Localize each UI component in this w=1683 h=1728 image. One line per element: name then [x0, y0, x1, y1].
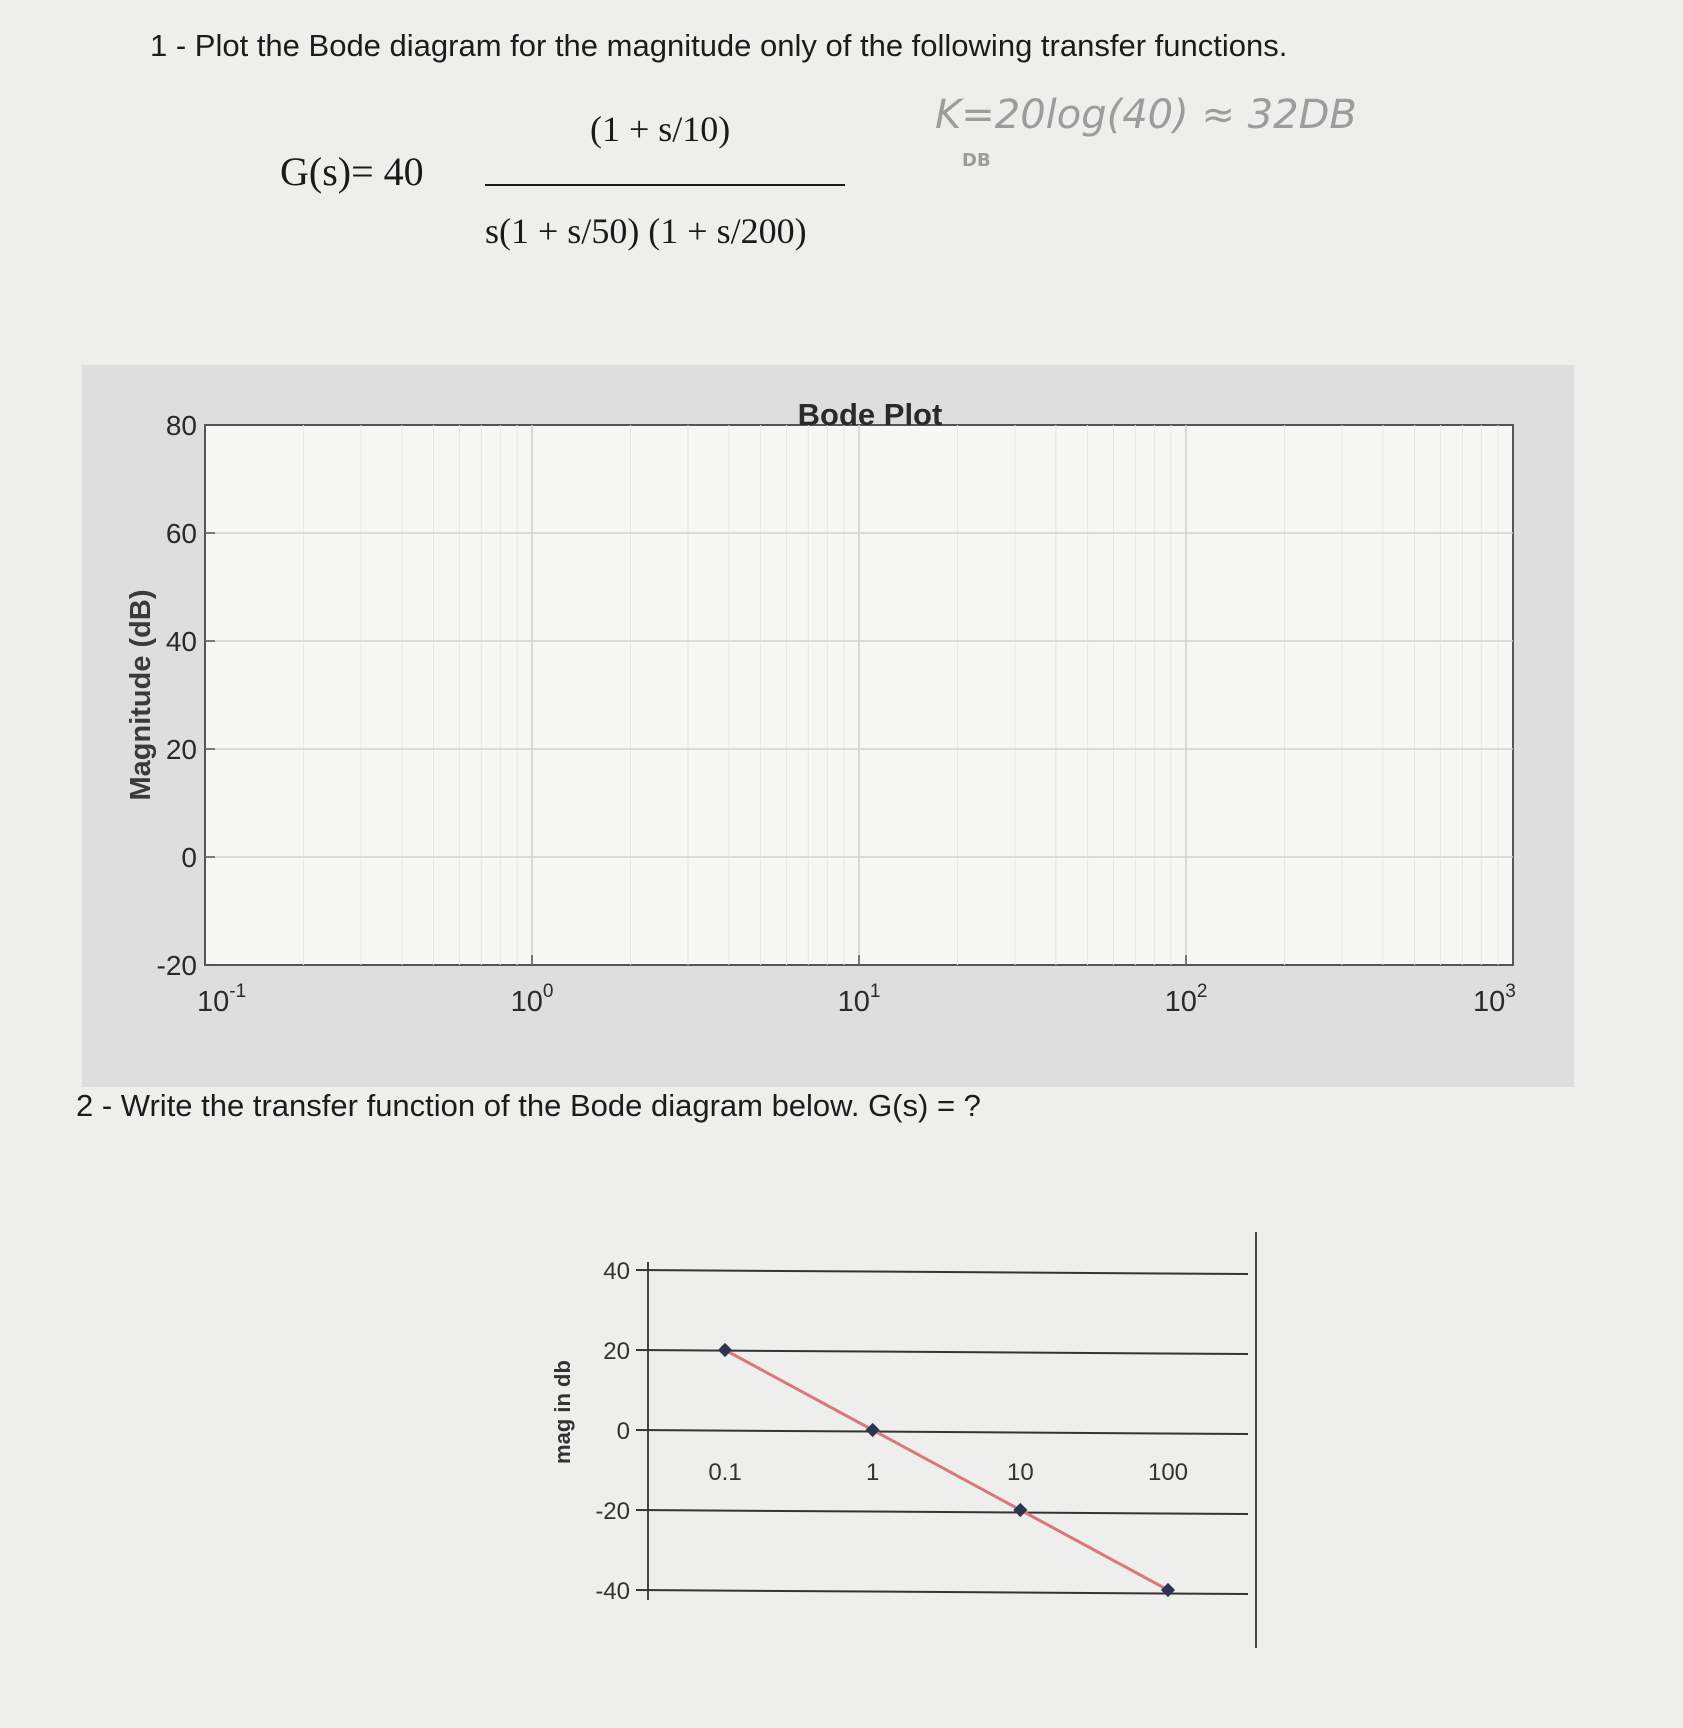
question-2-text: 2 - Write the transfer function of the Bode diagram below. G(s) = ?	[76, 1088, 981, 1123]
chart2-y-tick-label: 0	[616, 1418, 630, 1445]
bode-plot-x-tick-label: $10^1$	[837, 981, 881, 1018]
chart2-data-point	[718, 1343, 732, 1357]
handwritten-note: K=20log(40) ≈ 32DB	[935, 92, 1357, 138]
chart2-data-point	[866, 1423, 880, 1437]
chart2-y-tick-label: -40	[595, 1578, 630, 1605]
handwritten-subscript: DB	[962, 150, 991, 171]
chart2-grid	[636, 1270, 1248, 1594]
chart2-data-point	[1161, 1583, 1175, 1597]
bode-plot-y-tick-label: -20	[156, 950, 197, 981]
formula-lhs: G(s)= 40	[280, 149, 424, 194]
chart2-x-tick-label: 0.1	[708, 1459, 742, 1486]
chart2-x-tick-label: 1	[865, 1459, 880, 1486]
formula-numerator: (1 + s/10)	[590, 109, 731, 149]
chart2-gridline	[636, 1590, 1248, 1594]
formula-denominator: s(1 + s/50) (1 + s/200)	[485, 211, 807, 251]
chart2-gridline	[636, 1270, 1248, 1274]
bode-plot-x-tick-label: $10^2$	[1164, 981, 1208, 1018]
bode-plot-y-tick-label: 60	[165, 518, 197, 549]
bode-plot-y-label: Magnitude (dB)	[125, 589, 157, 801]
question-1-text: 1 - Plot the Bode diagram for the magnitude only of the following transfer functions.	[150, 28, 1288, 63]
bode-plot-y-tick-label: 20	[165, 734, 197, 765]
chart2-data-point	[1013, 1503, 1027, 1517]
bode-plot-x-tick-label: $10^0$	[510, 981, 554, 1018]
chart2-x-tick-label: 10	[1006, 1459, 1034, 1486]
chart2-y-label: mag in db	[550, 1360, 575, 1464]
chart2-y-tick-label: 40	[603, 1258, 630, 1285]
chart2-gridline	[636, 1430, 1248, 1434]
chart2-y-tick-label: -20	[595, 1498, 630, 1525]
chart2-x-tick-label: 100	[1147, 1459, 1189, 1486]
bode-plot-y-tick-label: 0	[181, 842, 197, 873]
chart2-series-line	[725, 1350, 1168, 1590]
chart2-series	[718, 1343, 1175, 1597]
chart2-y-tick-label: 20	[603, 1338, 630, 1365]
chart2-gridline	[636, 1510, 1248, 1514]
bode-plot-x-tick-label: $10^3$	[1473, 981, 1516, 1018]
bode-plot-x-tick-label: $10^{-1}$	[197, 981, 247, 1018]
bode-plot-title: Bode Plot	[797, 397, 943, 432]
bode-plot-y-tick-label: 80	[165, 410, 197, 441]
chart2-y-ticks	[595, 1258, 630, 1605]
bode-plot-y-tick-label: 40	[165, 626, 197, 657]
